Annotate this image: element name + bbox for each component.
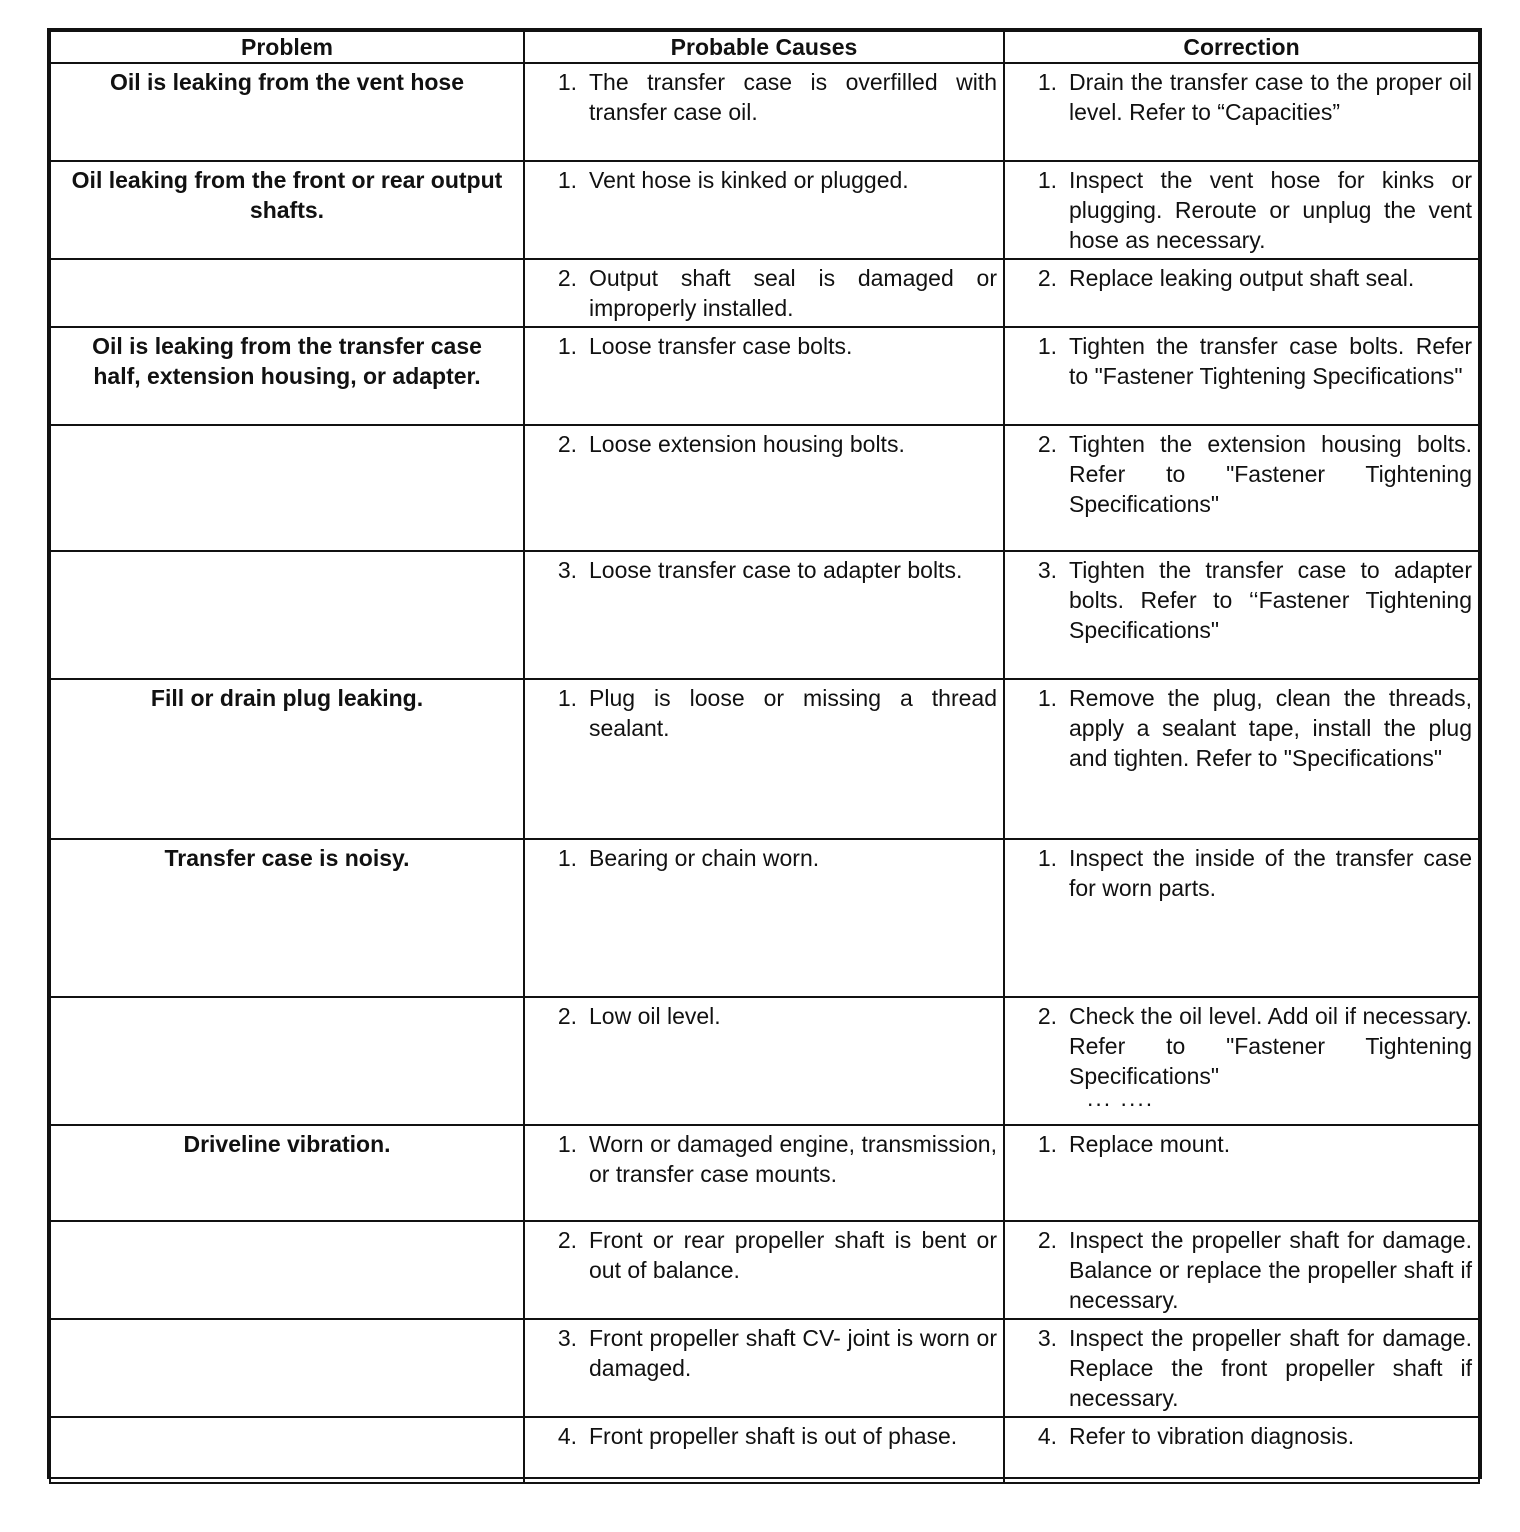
problem-cell: Fill or drain plug leaking.	[50, 679, 524, 839]
cause-cell	[524, 551, 1004, 679]
problem-cell: Driveline vibration.	[50, 1125, 524, 1221]
cause-cell	[524, 425, 1004, 551]
correction-text: Inspect the propeller shaft for damage. Replace the front propeller shaft if necessary.	[1069, 1325, 1472, 1411]
correction-text: Check the oil level. Add oil if necessary. Refer to "Fastener Tightening Specifications"	[1069, 1003, 1472, 1089]
correction-text: Remove the plug, clean the threads, apply a sealant tape, install the plug and tighten. Refer to "Specifications"	[1069, 685, 1472, 771]
correction-number: 3.	[1037, 1325, 1057, 1351]
correction-cell	[1004, 1417, 1479, 1483]
table-row	[50, 161, 1479, 259]
cause-cell	[524, 63, 1004, 161]
problem-cell	[50, 1417, 524, 1483]
table-row	[50, 679, 1479, 839]
cause-number: 3.	[557, 557, 577, 583]
correction-cell	[1004, 425, 1479, 551]
cause-cell	[524, 1319, 1004, 1417]
correction-number: 1.	[1037, 685, 1057, 711]
correction-trailing-marks: ... ....	[1087, 1085, 1155, 1111]
cause-text: Low oil level.	[589, 1003, 721, 1029]
table-row	[50, 839, 1479, 997]
correction-cell	[1004, 679, 1479, 839]
correction-text: Inspect the vent hose for kinks or plugging. Reroute or unplug the vent hose as necessary.	[1069, 167, 1472, 253]
cause-number: 2.	[557, 265, 577, 291]
cause-text: Vent hose is kinked or plugged.	[589, 167, 909, 193]
correction-cell	[1004, 63, 1479, 161]
table-row	[50, 259, 1479, 327]
cause-number: 1.	[557, 685, 577, 711]
cause-cell	[524, 679, 1004, 839]
header-row	[50, 31, 1479, 63]
cause-number: 1.	[557, 167, 577, 193]
correction-number: 2.	[1037, 265, 1057, 291]
cause-number: 2.	[557, 431, 577, 457]
cause-number: 2.	[557, 1227, 577, 1253]
correction-number: 1.	[1037, 1131, 1057, 1157]
cause-number: 4.	[557, 1423, 577, 1449]
cause-text: Plug is loose or missing a thread sealant.	[589, 685, 997, 741]
problem-cell: Transfer case is noisy.	[50, 839, 524, 997]
problem-cell	[50, 259, 524, 327]
correction-text: Inspect the inside of the transfer case for worn parts.	[1069, 845, 1472, 901]
table-row	[50, 1125, 1479, 1221]
correction-number: 2.	[1037, 1003, 1057, 1029]
table-row	[50, 997, 1479, 1125]
correction-number: 1.	[1037, 333, 1057, 359]
table-row	[50, 1417, 1479, 1483]
cause-number: 2.	[557, 1003, 577, 1029]
problem-cell: Oil is leaking from the transfer case half, extension housing, or adapter.	[50, 327, 524, 425]
table-row	[50, 1319, 1479, 1417]
correction-text: Tighten the transfer case to adapter bolts. Refer to ‘‘Fastener Tightening Specifications"	[1069, 557, 1472, 643]
table-row	[50, 1221, 1479, 1319]
correction-text: Tighten the extension housing bolts. Refer to "Fastener Tightening Specifications"	[1069, 431, 1472, 517]
cause-text: Loose transfer case bolts.	[589, 333, 853, 359]
troubleshooting-table	[49, 30, 1480, 1484]
correction-number: 2.	[1037, 1227, 1057, 1253]
problem-cell: Oil is leaking from the vent hose	[50, 63, 524, 161]
cause-cell	[524, 1125, 1004, 1221]
cause-text: Front or rear propeller shaft is bent or out of balance.	[589, 1227, 997, 1283]
cause-text: Front propeller shaft is out of phase.	[589, 1423, 958, 1449]
cause-cell	[524, 997, 1004, 1125]
correction-cell	[1004, 1221, 1479, 1319]
correction-cell	[1004, 327, 1479, 425]
problem-cell	[50, 997, 524, 1125]
cause-cell	[524, 1417, 1004, 1483]
problem-cell	[50, 1319, 524, 1417]
cause-text: Bearing or chain worn.	[589, 845, 820, 871]
correction-cell	[1004, 551, 1479, 679]
cause-text: Loose transfer case to adapter bolts.	[589, 557, 963, 583]
correction-text: Tighten the transfer case bolts. Refer to "Fastener Tightening Specifications"	[1069, 333, 1472, 389]
correction-text: Refer to vibration diagnosis.	[1069, 1423, 1355, 1449]
table-row	[50, 63, 1479, 161]
correction-text: Inspect the propeller shaft for damage. Balance or replace the propeller shaft if necessary.	[1069, 1227, 1472, 1313]
header-probable-causes: Probable Causes	[524, 31, 1004, 63]
problem-cell	[50, 551, 524, 679]
correction-text: Drain the transfer case to the proper oil level. Refer to “Capacities”	[1069, 69, 1472, 125]
cause-text: Front propeller shaft CV- joint is worn or damaged.	[589, 1325, 997, 1381]
table-row	[50, 425, 1479, 551]
correction-number: 3.	[1037, 557, 1057, 583]
cause-cell	[524, 161, 1004, 259]
correction-text: Replace leaking output shaft seal.	[1069, 265, 1415, 291]
cause-cell	[524, 327, 1004, 425]
problem-cell	[50, 1221, 524, 1319]
header-correction: Correction	[1004, 31, 1479, 63]
correction-cell	[1004, 1319, 1479, 1417]
header-problem: Problem	[50, 31, 524, 63]
cause-text: The transfer case is overfilled with transfer case oil.	[589, 69, 997, 125]
table-row	[50, 327, 1479, 425]
cause-cell	[524, 1221, 1004, 1319]
correction-number: 4.	[1037, 1423, 1057, 1449]
cause-text: Loose extension housing bolts.	[589, 431, 905, 457]
correction-number: 1.	[1037, 167, 1057, 193]
cause-text: Worn or damaged engine, transmission, or transfer case mounts.	[589, 1131, 997, 1187]
cause-cell	[524, 259, 1004, 327]
cause-number: 1.	[557, 69, 577, 95]
correction-number: 1.	[1037, 69, 1057, 95]
correction-number: 1.	[1037, 845, 1057, 871]
cause-text: Output shaft seal is damaged or improperly installed.	[589, 265, 997, 321]
problem-cell	[50, 425, 524, 551]
problem-cell: Oil leaking from the front or rear output shafts.	[50, 161, 524, 259]
correction-cell	[1004, 1125, 1479, 1221]
cause-cell	[524, 839, 1004, 997]
correction-cell	[1004, 839, 1479, 997]
cause-number: 1.	[557, 333, 577, 359]
correction-cell	[1004, 997, 1479, 1125]
correction-cell	[1004, 259, 1479, 327]
table-row	[50, 551, 1479, 679]
cause-number: 1.	[557, 1131, 577, 1157]
troubleshooting-table-frame	[47, 28, 1482, 1479]
correction-number: 2.	[1037, 431, 1057, 457]
correction-cell	[1004, 161, 1479, 259]
cause-number: 1.	[557, 845, 577, 871]
correction-text: Replace mount.	[1069, 1131, 1231, 1157]
cause-number: 3.	[557, 1325, 577, 1351]
